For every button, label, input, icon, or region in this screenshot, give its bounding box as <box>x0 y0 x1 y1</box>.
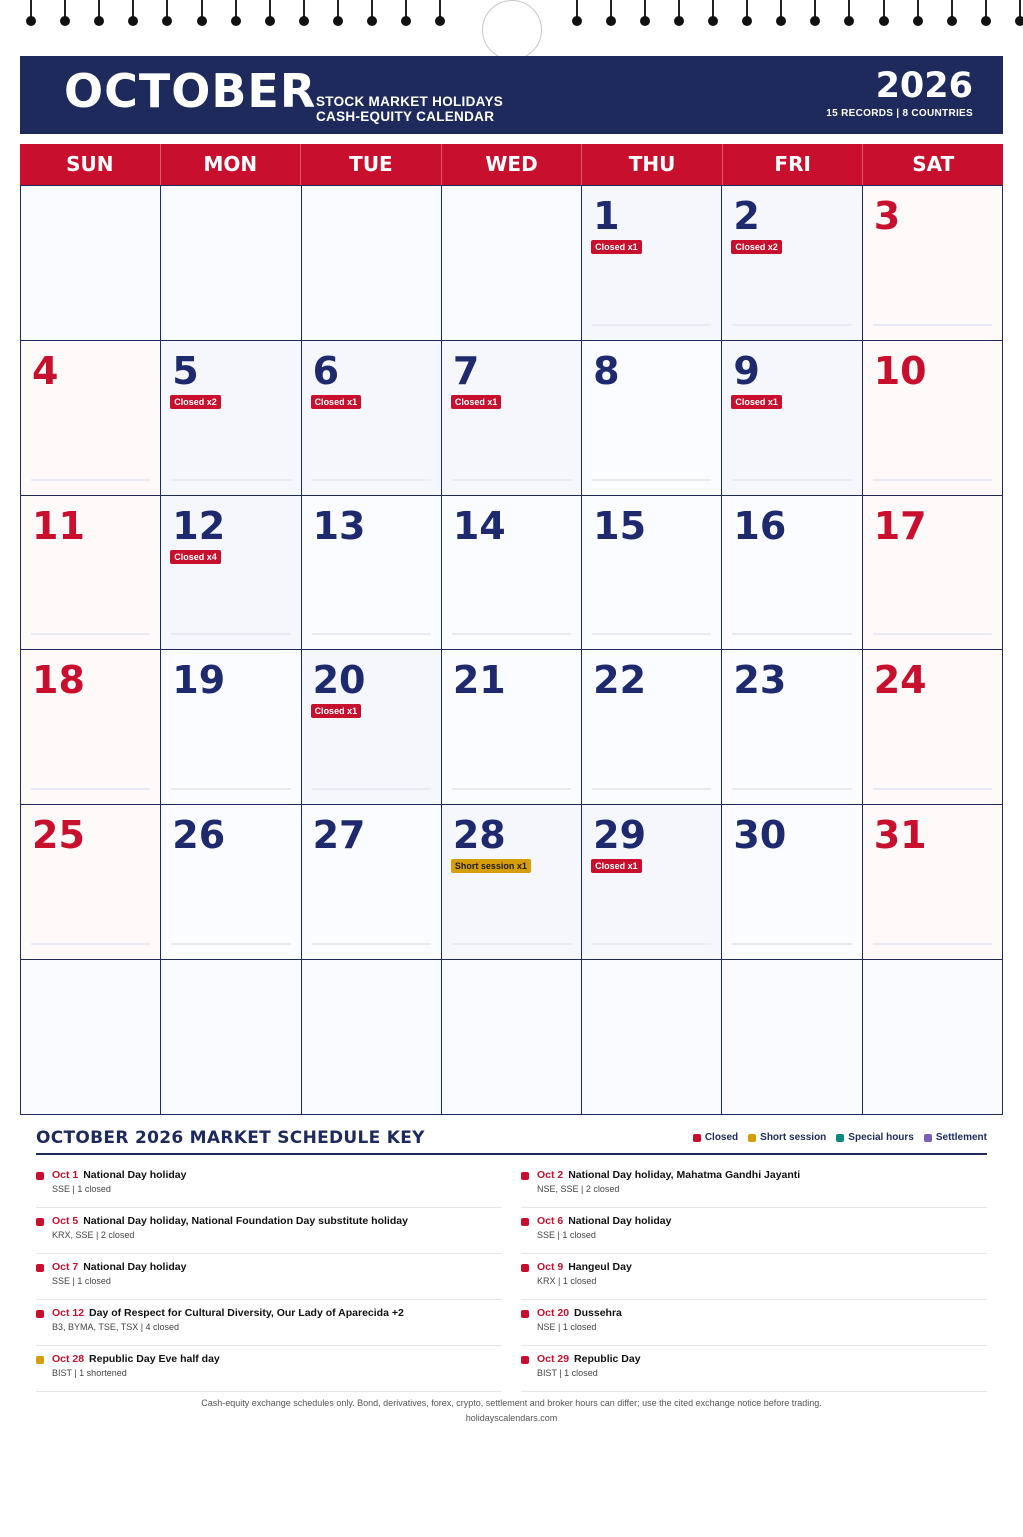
weekday-thu: THU <box>582 144 723 185</box>
holiday-title <box>537 1306 987 1320</box>
cell-note-line <box>452 633 571 635</box>
subtitle-line-1: STOCK MARKET HOLIDAYS <box>316 94 504 109</box>
day-cell-31[interactable] <box>863 805 1003 960</box>
weekday-sun: SUN <box>20 144 161 185</box>
holiday-date: Oct 9 <box>537 1261 564 1273</box>
list-item <box>36 1208 502 1254</box>
binding-ring <box>439 0 441 22</box>
day-number: 16 <box>733 503 787 548</box>
binding-ring <box>917 0 919 22</box>
cell-note-line <box>452 788 571 790</box>
key-divider <box>36 1153 987 1155</box>
empty-cell <box>582 960 722 1115</box>
day-number: 26 <box>172 813 226 858</box>
cell-note-line <box>592 324 711 326</box>
holiday-title <box>537 1168 987 1182</box>
holiday-title <box>537 1352 987 1366</box>
day-number: 8 <box>593 348 620 393</box>
status-dot <box>36 1264 44 1272</box>
cell-note-line <box>873 788 992 790</box>
calendar-subtitle <box>316 94 503 124</box>
list-item <box>36 1162 502 1208</box>
legend-swatch <box>836 1134 844 1142</box>
legend-swatch <box>924 1134 932 1142</box>
holiday-date: Oct 7 <box>52 1261 79 1273</box>
list-item <box>521 1162 987 1208</box>
holiday-name: National Day holiday <box>83 1169 187 1181</box>
holiday-detail: BIST | 1 closed <box>537 1368 598 1378</box>
cell-note-line <box>873 324 992 326</box>
day-number: 31 <box>873 813 927 858</box>
cell-note-line <box>312 633 431 635</box>
day-cell-1[interactable] <box>582 186 722 341</box>
cell-note-line <box>873 633 992 635</box>
list-item <box>521 1254 987 1300</box>
day-cell-30[interactable] <box>722 805 862 960</box>
holiday-name: Hangeul Day <box>568 1261 632 1273</box>
day-number: 1 <box>593 194 620 238</box>
status-dot <box>36 1310 44 1318</box>
holiday-list <box>36 1162 987 1392</box>
weekday-fri: FRI <box>723 144 864 185</box>
cell-note-line <box>732 479 851 481</box>
day-number: 14 <box>452 503 506 548</box>
cell-note-line <box>171 633 290 635</box>
binding-ring <box>337 0 339 22</box>
binding-ring <box>610 0 612 22</box>
day-number: 3 <box>873 194 901 238</box>
status-badge: Closed x1 <box>451 395 502 409</box>
list-item <box>521 1346 987 1392</box>
holiday-detail: NSE | 1 closed <box>537 1322 597 1332</box>
holiday-detail: SSE | 1 closed <box>52 1184 111 1194</box>
cell-note-line <box>873 943 992 945</box>
day-number: 15 <box>593 503 647 548</box>
holiday-date: Oct 5 <box>52 1215 79 1227</box>
cell-note-line <box>732 324 851 326</box>
day-cell-28[interactable] <box>442 805 582 960</box>
empty-cell <box>722 960 862 1115</box>
binding-ring <box>644 0 646 22</box>
day-number: 30 <box>733 813 787 858</box>
legend <box>693 1132 987 1143</box>
cell-note-line <box>171 943 290 945</box>
holiday-name: National Day holiday, National Foundation Day substitute holiday <box>83 1215 408 1227</box>
cell-note-line <box>31 788 150 790</box>
day-number: 23 <box>733 658 787 703</box>
day-number: 9 <box>733 348 760 393</box>
day-number: 5 <box>172 348 199 393</box>
status-dot <box>36 1356 44 1364</box>
day-cell-5[interactable] <box>161 341 301 496</box>
cell-note-line <box>312 943 431 945</box>
day-cell-19[interactable] <box>161 650 301 805</box>
binding-ring <box>678 0 680 22</box>
holiday-title <box>52 1260 502 1274</box>
cell-note-line <box>732 788 851 790</box>
day-number: 20 <box>312 658 366 703</box>
cell-note-line <box>873 479 992 481</box>
empty-cell <box>442 960 582 1115</box>
binding-ring <box>303 0 305 22</box>
day-number: 6 <box>312 348 340 393</box>
holiday-name: National Day holiday <box>568 1215 672 1227</box>
legend-label: Closed <box>704 1132 739 1143</box>
binding-ring <box>201 0 203 22</box>
status-dot <box>521 1264 529 1272</box>
legend-item <box>924 1132 987 1143</box>
holiday-date: Oct 28 <box>52 1353 85 1365</box>
day-number: 22 <box>593 658 647 703</box>
holiday-name: Republic Day Eve half day <box>89 1353 220 1365</box>
holiday-title <box>52 1168 502 1182</box>
day-cell-13[interactable] <box>302 496 442 651</box>
legend-item <box>836 1132 914 1143</box>
holiday-title <box>52 1306 502 1320</box>
binding-ring <box>1019 0 1021 22</box>
empty-cell <box>863 960 1003 1115</box>
binding-ring <box>64 0 66 22</box>
day-number: 17 <box>873 503 927 548</box>
calendar-grid <box>20 185 1003 1115</box>
day-cell-8[interactable] <box>582 341 722 496</box>
day-number: 13 <box>312 503 366 548</box>
legend-label: Special hours <box>848 1132 914 1143</box>
day-cell-24[interactable] <box>863 650 1003 805</box>
day-number: 29 <box>593 813 647 858</box>
day-cell-6[interactable] <box>302 341 442 496</box>
legend-label: Short session <box>760 1132 827 1143</box>
day-cell-14[interactable] <box>442 496 582 651</box>
cell-note-line <box>312 479 431 481</box>
list-item <box>521 1208 987 1254</box>
binding-ring <box>371 0 373 22</box>
holiday-detail: SSE | 1 closed <box>52 1276 111 1286</box>
binding-ring <box>814 0 816 22</box>
site-credit: holidayscalendars.com <box>465 1413 558 1423</box>
cell-note-line <box>592 479 711 481</box>
day-cell-7[interactable] <box>442 341 582 496</box>
day-number: 27 <box>312 813 366 858</box>
day-number: 12 <box>172 503 226 548</box>
binding-ring <box>576 0 578 22</box>
weekday-wed: WED <box>442 144 583 185</box>
day-number: 7 <box>452 348 480 393</box>
day-number: 10 <box>873 348 927 393</box>
binding-ring <box>132 0 134 22</box>
disclaimer-note: Cash-equity exchange schedules only. Bond, derivatives, forex, crypto, settlement and broker hours can differ; use the cited exchange notice before trading. <box>201 1398 822 1408</box>
empty-cell <box>442 186 582 341</box>
empty-cell <box>21 186 161 341</box>
list-item <box>36 1346 502 1392</box>
binding-ring <box>269 0 271 22</box>
hanger-hole <box>482 0 542 60</box>
binding-ring <box>712 0 714 22</box>
cell-note-line <box>31 943 150 945</box>
day-number: 28 <box>452 813 506 858</box>
holiday-detail: B3, BYMA, TSE, TSX | 4 closed <box>52 1322 180 1332</box>
day-cell-17[interactable] <box>863 496 1003 651</box>
day-cell-29[interactable] <box>582 805 722 960</box>
status-badge: Short session x1 <box>451 859 531 873</box>
status-dot <box>521 1218 529 1226</box>
cell-note-line <box>592 788 711 790</box>
day-cell-2[interactable] <box>722 186 862 341</box>
status-badge: Closed x1 <box>731 395 782 409</box>
legend-item <box>693 1132 738 1143</box>
calendar-header <box>20 56 1003 134</box>
status-badge: Closed x1 <box>311 704 362 718</box>
status-badge: Closed x1 <box>591 240 642 254</box>
empty-cell <box>161 186 301 341</box>
binding-ring <box>235 0 237 22</box>
day-cell-23[interactable] <box>722 650 862 805</box>
status-dot <box>521 1356 529 1364</box>
binding-ring <box>98 0 100 22</box>
holiday-name: Dussehra <box>574 1307 622 1319</box>
day-number: 24 <box>873 658 927 703</box>
holiday-name: National Day holiday <box>83 1261 187 1273</box>
day-number: 19 <box>172 658 226 703</box>
binding-ring <box>985 0 987 22</box>
status-dot <box>521 1310 529 1318</box>
legend-swatch <box>693 1134 701 1142</box>
status-dot <box>521 1172 529 1180</box>
day-cell-22[interactable] <box>582 650 722 805</box>
list-item <box>36 1254 502 1300</box>
empty-cell <box>21 960 161 1115</box>
cell-note-line <box>732 633 851 635</box>
day-number: 21 <box>452 658 506 703</box>
holiday-name: National Day holiday, Mahatma Gandhi Jayanti <box>568 1169 801 1181</box>
weekday-sat: SAT <box>912 152 955 176</box>
day-cell-16[interactable] <box>722 496 862 651</box>
day-cell-18[interactable] <box>21 650 161 805</box>
cell-note-line <box>592 633 711 635</box>
holiday-date: Oct 29 <box>537 1353 570 1365</box>
holiday-date: Oct 20 <box>537 1307 570 1319</box>
binding-ring <box>848 0 850 22</box>
holiday-title <box>52 1214 502 1228</box>
day-cell-21[interactable] <box>442 650 582 805</box>
legend-label: Settlement <box>935 1132 987 1143</box>
day-cell-10[interactable] <box>863 341 1003 496</box>
records-summary: 15 RECORDS | 8 COUNTRIES <box>826 108 973 119</box>
day-number: 25 <box>32 813 85 858</box>
subtitle-line-2: CASH-EQUITY CALENDAR <box>316 109 495 124</box>
empty-cell <box>302 186 442 341</box>
status-dot <box>36 1218 44 1226</box>
holiday-detail: KRX, SSE | 2 closed <box>52 1230 135 1240</box>
weekday-tue: TUE <box>301 144 442 185</box>
cell-note-line <box>171 479 290 481</box>
day-cell-9[interactable] <box>722 341 862 496</box>
holiday-title <box>52 1352 502 1366</box>
month-title: OCTOBER <box>64 64 317 118</box>
legend-item <box>748 1132 826 1143</box>
day-cell-3[interactable] <box>863 186 1003 341</box>
binding-ring <box>780 0 782 22</box>
list-item <box>521 1300 987 1346</box>
day-cell-25[interactable] <box>21 805 161 960</box>
holiday-detail: KRX | 1 closed <box>537 1276 597 1286</box>
cell-note-line <box>171 788 290 790</box>
day-number: 2 <box>733 194 760 238</box>
holiday-detail: NSE, SSE | 2 closed <box>537 1184 620 1194</box>
cell-note-line <box>452 943 571 945</box>
binding-ring <box>746 0 748 22</box>
status-badge: Closed x1 <box>591 859 642 873</box>
cell-note-line <box>592 943 711 945</box>
cell-note-line <box>312 788 431 790</box>
holiday-date: Oct 12 <box>52 1307 85 1319</box>
binding-ring <box>30 0 32 22</box>
day-cell-26[interactable] <box>161 805 301 960</box>
empty-cell <box>161 960 301 1115</box>
weekday-mon: MON <box>161 144 302 185</box>
binding-ring <box>951 0 953 22</box>
cell-note-line <box>31 633 150 635</box>
binding-ring <box>883 0 885 22</box>
day-cell-27[interactable] <box>302 805 442 960</box>
holiday-date: Oct 1 <box>52 1169 79 1181</box>
cell-note-line <box>31 479 150 481</box>
key-title: OCTOBER 2026 MARKET SCHEDULE KEY <box>36 1128 425 1148</box>
holiday-name: Day of Respect for Cultural Diversity, Our Lady of Aparecida +2 <box>89 1307 404 1319</box>
empty-cell <box>302 960 442 1115</box>
status-badge: Closed x2 <box>731 240 782 254</box>
holiday-title <box>537 1214 987 1228</box>
holiday-detail: SSE | 1 closed <box>537 1230 596 1240</box>
status-badge: Closed x2 <box>170 395 221 409</box>
holiday-detail: BIST | 1 shortened <box>52 1368 127 1378</box>
day-cell-12[interactable] <box>161 496 301 651</box>
status-badge: Closed x1 <box>311 395 362 409</box>
day-cell-15[interactable] <box>582 496 722 651</box>
weekday-header-row <box>20 144 1003 185</box>
day-number: 4 <box>32 348 59 393</box>
day-cell-4[interactable] <box>21 341 161 496</box>
status-dot <box>36 1172 44 1180</box>
cell-note-line <box>452 479 571 481</box>
day-cell-20[interactable] <box>302 650 442 805</box>
binding-ring <box>166 0 168 22</box>
list-item <box>36 1300 502 1346</box>
holiday-title <box>537 1260 987 1274</box>
binding-ring <box>405 0 407 22</box>
holiday-name: Republic Day <box>574 1353 641 1365</box>
legend-swatch <box>748 1134 756 1142</box>
day-number: 11 <box>32 503 85 548</box>
day-cell-11[interactable] <box>21 496 161 651</box>
day-number: 18 <box>32 658 85 703</box>
holiday-date: Oct 6 <box>537 1215 564 1227</box>
holiday-date: Oct 2 <box>537 1169 564 1181</box>
year-title: 2026 <box>875 66 973 106</box>
status-badge: Closed x4 <box>170 550 221 564</box>
cell-note-line <box>732 943 851 945</box>
